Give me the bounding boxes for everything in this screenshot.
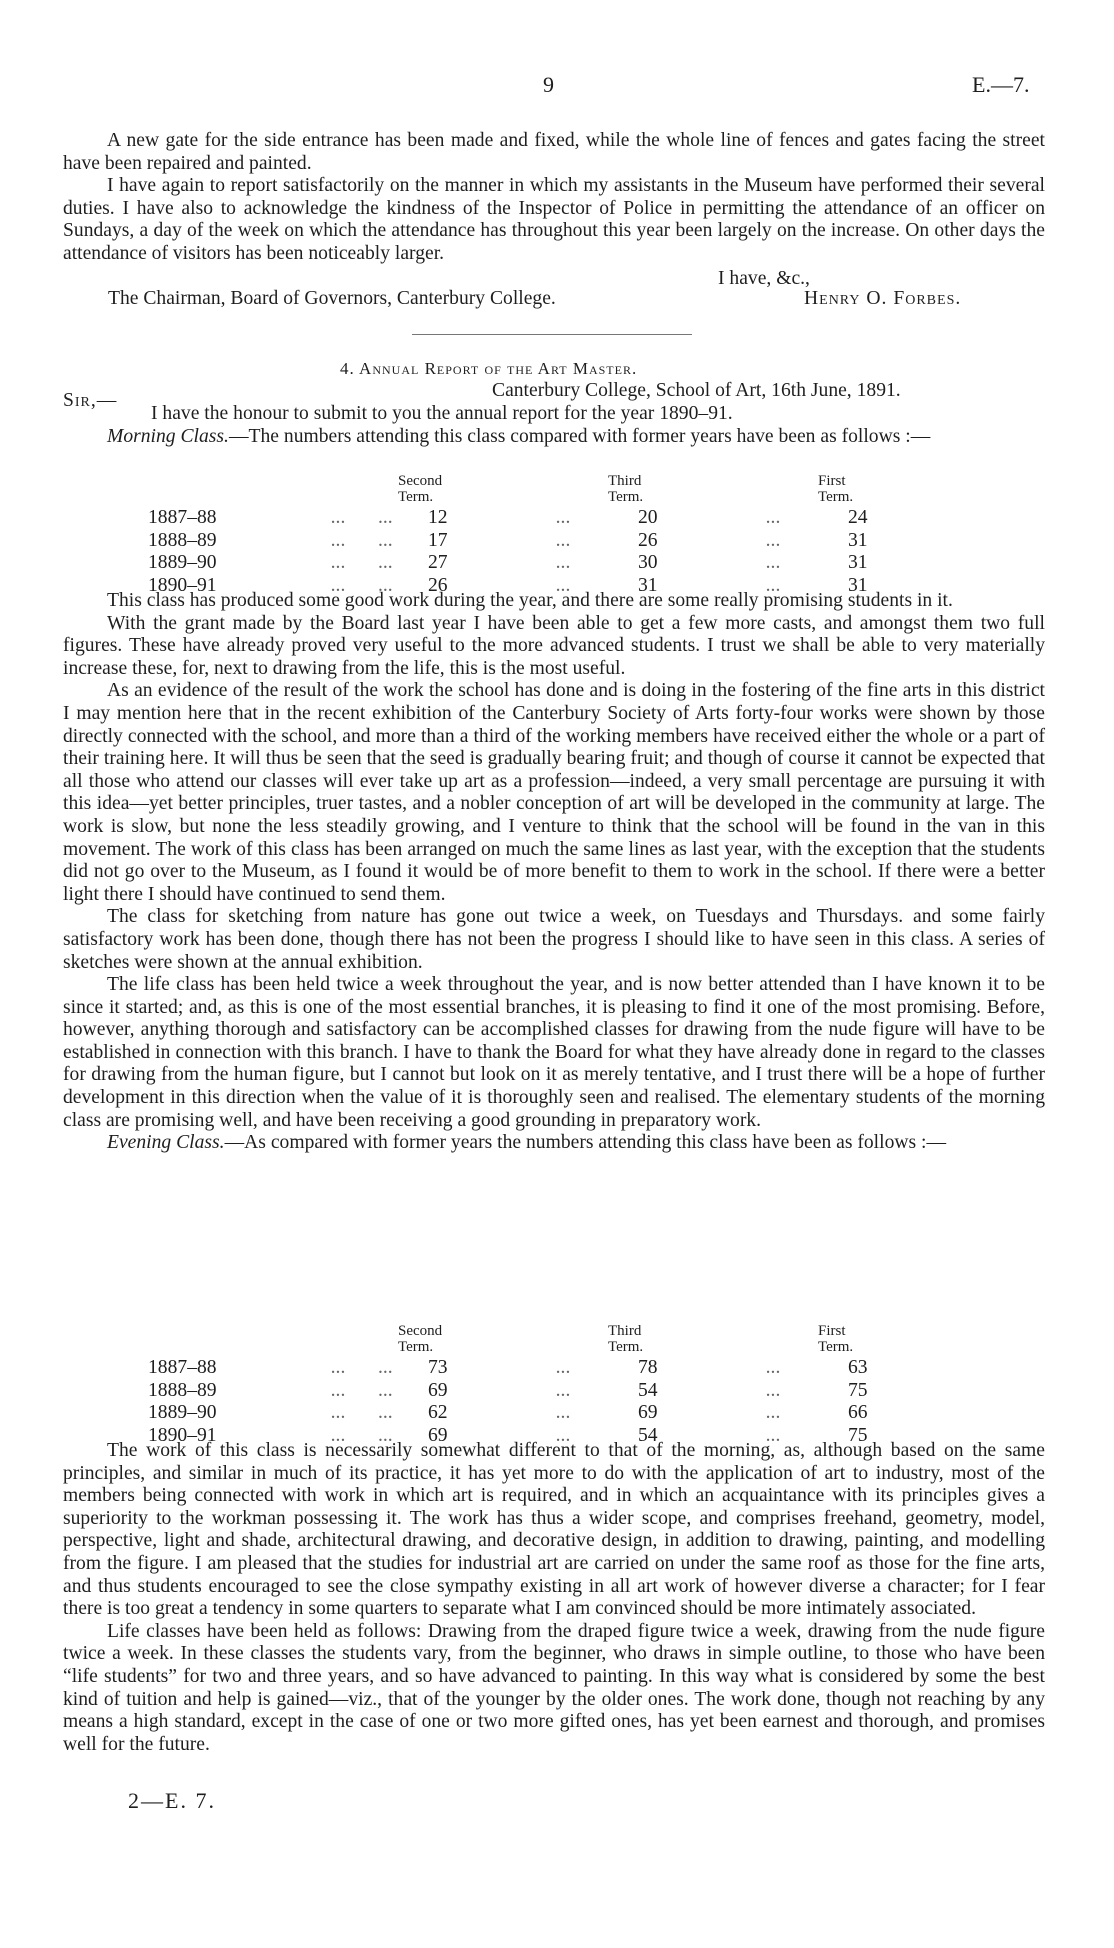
- leader-dots: ...: [330, 552, 346, 574]
- leader-dots: ...: [765, 1379, 781, 1401]
- para-gate: A new gate for the side entrance has been made and fixed, while the whole line of fences and gates facing the street have been repaired and painted.: [63, 130, 1045, 174]
- third-term-value: 69: [638, 1402, 658, 1424]
- year-cell: 1890–91: [148, 574, 217, 596]
- evening-class-discussion: [63, 1440, 1045, 1756]
- section-divider: [412, 334, 692, 338]
- third-term-value: 31: [638, 574, 658, 596]
- first-term-value: 75: [848, 1424, 868, 1446]
- para-morning-intro: [63, 426, 1045, 449]
- signature: Henry O. Forbes.: [804, 288, 962, 309]
- leader-dots: ...: [765, 1424, 781, 1446]
- leader-dots: ...: [378, 552, 393, 574]
- leader-dots: ...: [555, 574, 571, 596]
- evening-attendance-table: [148, 1323, 908, 1447]
- year-cell: 1887–88: [148, 507, 217, 528]
- printer-signature-mark: 2—E. 7.: [128, 1788, 216, 1813]
- morning-attendance-table: [148, 473, 908, 597]
- first-term-value: 75: [848, 1379, 868, 1401]
- year-cell: 1889–90: [148, 552, 217, 574]
- para-sketching: The class for sketching from nature has gone out twice a week, on Tuesdays and Thursdays. and some fairly satisfactory work has been done, though there has not been the progress I should like to have seen in this class. A series of sketches were shown at the annual exhibition.: [63, 906, 1045, 973]
- leader-dots: ...: [378, 1424, 393, 1446]
- first-term-value: 31: [848, 574, 868, 596]
- leader-dots: ...: [330, 1379, 346, 1401]
- second-term-value: 69: [428, 1379, 448, 1401]
- second-term-value: 73: [428, 1357, 448, 1378]
- third-term-value: 54: [638, 1379, 658, 1401]
- table-row: [148, 530, 908, 553]
- para-evidence: As an evidence of the result of the work the school has done and is doing in the fostering of the fine arts in this district I may mention here that in the recent exhibition of the Canterbury Society of Arts forty-four works were shown by those directly connected with the school, and more than a third of the working members have received either the whole or a part of their training here. It will thus be seen that the seed is gradually bearing fruit; and though of course it cannot be expected that all those who attend our classes will ever take up art as a profession—indeed, a very small percentage are pursuing it with this idea—yet better principles, truer tastes, and a nobler conception of art will be developed in the community at large. The work is slow, but none the less steadily growing, and I venture to think that the school will be found in the van in this movement. The work of this class has been arranged on much the same lines as last year, with the exception that the students did not go over to the Museum, as I found it would be of more benefit to them to work in the school. If there were a better light there I should have continued to send them.: [63, 680, 1045, 905]
- third-term-value: 54: [638, 1424, 658, 1446]
- header-third-term: Third Term.: [608, 473, 644, 505]
- table-row: [148, 1357, 908, 1380]
- report-code: E.—7.: [972, 72, 1030, 97]
- leader-dots: ...: [330, 1424, 346, 1446]
- header-second-term: Second Term.: [398, 473, 443, 505]
- second-term-value: 26: [428, 574, 448, 596]
- leader-dots: ...: [555, 529, 571, 551]
- evening-class-intro: —As compared with former years the numbers attending this class have been as follows :—: [224, 1132, 947, 1154]
- table-header-row: [148, 473, 908, 507]
- leader-dots: ...: [555, 1402, 571, 1424]
- leader-dots: ...: [378, 529, 393, 551]
- leader-dots: ...: [378, 574, 393, 596]
- leader-dots: ...: [765, 574, 781, 596]
- para-life-classes: Life classes have been held as follows: Drawing from the draped figure twice a week, drawing from the nude figure twice a week. In these classes the students vary, from the beginner, who draws in simple outline, to those who have been “life students” for two and three years, and so have advanced to painting. In this way what is considered by some the best kind of tuition and help is gained—viz., that of the younger by the older ones. The work done, though not reaching by any means a high standard, except in the case of one or two more gifted ones, has yet been earnest and thorough, and promises well for the future.: [63, 1620, 1045, 1755]
- header-first-term: First Term.: [818, 1323, 854, 1355]
- first-term-value: 31: [848, 552, 868, 574]
- leader-dots: ...: [378, 507, 393, 528]
- morning-class-discussion: [63, 590, 1045, 1155]
- morning-class-intro: —The numbers attending this class compared with former years have been as follows :—: [228, 425, 931, 447]
- leader-dots: ...: [378, 1379, 393, 1401]
- para-evening-work: The work of this class is necessarily somewhat different to that of the morning, as, although based on the same principles, and similar in much of its practice, it has yet more to do with the application of art to industry, most of the members being connected with work in which art is required, and in which an acquaintance with its principles gives a superiority to the workman possessing it. The work has thus a wider scope, and comprises freehand, geometry, model, perspective, light and shade, architectural drawing, and decorative design, in addition to drawing, painting, and modelling from the figure. I am pleased that the studies for industrial art are carried on under the same roof as those for the fine arts, and thus students encouraged to see the close sympathy existing in all art work of however diverse a character; for I fear there is too great a tendency in some quarters to separate what I am convinced should be more intimately associated.: [63, 1440, 1045, 1620]
- leader-dots: ...: [765, 552, 781, 574]
- para-evening-intro: [63, 1132, 1045, 1155]
- leader-dots: ...: [378, 1402, 393, 1424]
- year-cell: 1888–89: [148, 1379, 217, 1401]
- year-cell: 1888–89: [148, 529, 217, 551]
- leader-dots: ...: [378, 1357, 393, 1378]
- leader-dots: ...: [765, 507, 781, 528]
- third-term-value: 26: [638, 529, 658, 551]
- leader-dots: ...: [555, 507, 571, 528]
- table-row: [148, 1402, 908, 1425]
- para-life-class: The life class has been held twice a week throughout the year, and is now better attended than I have known it to be since it started; and, as this is one of the most essential branches, it is pleasing to find it one of the most promising. Before, however, anything thorough and satisfactory can be accomplished classes for drawing from the nude figure will have to be established in connection with this branch. I have to thank the Board for what they have already done in regard to the classes for drawing from the human figure, but I cannot but look on it as merely tentative, and I trust there will be a hope of further development in this direction when the value of it is thoroughly seen and realised. The elementary students of the morning class are promising well, and have been receiving a good grounding in preparatory work.: [63, 974, 1045, 1131]
- second-term-value: 69: [428, 1424, 448, 1446]
- first-term-value: 24: [848, 507, 868, 528]
- para-promising: This class has produced some good work during the year, and there are some really promising students in it.: [107, 590, 953, 611]
- museum-report-closing: [63, 130, 1045, 266]
- header-third-term: Third Term.: [608, 1323, 644, 1355]
- section-heading: 4. Annual Report of the Art Master.: [340, 359, 638, 378]
- sign-off: I have, &c.,: [718, 268, 810, 289]
- leader-dots: ...: [765, 1357, 781, 1378]
- second-term-value: 62: [428, 1402, 448, 1424]
- first-term-value: 63: [848, 1357, 868, 1378]
- para-intro: I have the honour to submit to you the annual report for the year 1890–91.: [151, 403, 733, 424]
- first-term-value: 31: [848, 529, 868, 551]
- third-term-value: 78: [638, 1357, 658, 1378]
- intro-block: [63, 403, 1045, 448]
- header-second-term: Second Term.: [398, 1323, 443, 1355]
- year-cell: 1890–91: [148, 1424, 217, 1446]
- para-assistants: I have again to report satisfactorily on the manner in which my assistants in the Museum have performed their several duties. I have also to acknowledge the kindness of the Inspector of Police in permitting the attendance of an officer on Sundays, a day of the week on which the attendance has throughout this year been largely on the increase. On other days the attendance of visitors has been noticeably larger.: [63, 175, 1045, 264]
- table-header-row: [148, 1323, 908, 1357]
- para-grant: With the grant made by the Board last year I have been able to get a few more casts, and amongst them two full figures. These have already proved very useful to the more advanced students. I trust we shall be able to very materially increase these, for, next to drawing from the life, this is the most useful.: [63, 612, 1045, 679]
- table-row: [148, 507, 908, 530]
- leader-dots: ...: [330, 1402, 346, 1424]
- second-term-value: 12: [428, 507, 448, 528]
- header-first-term: First Term.: [818, 473, 854, 505]
- leader-dots: ...: [330, 574, 346, 596]
- leader-dots: ...: [555, 1357, 571, 1378]
- leader-dots: ...: [330, 507, 346, 528]
- page-number: 9: [543, 72, 554, 97]
- location-date: Canterbury College, School of Art, 16th June, 1891.: [492, 380, 901, 401]
- leader-dots: ...: [555, 1424, 571, 1446]
- table-row: [148, 1380, 908, 1403]
- addressee: The Chairman, Board of Governors, Canterbury College.: [108, 288, 556, 309]
- year-cell: 1889–90: [148, 1402, 217, 1424]
- leader-dots: ...: [555, 552, 571, 574]
- salutation: Sir,—: [63, 390, 118, 411]
- first-term-value: 66: [848, 1402, 868, 1424]
- second-term-value: 27: [428, 552, 448, 574]
- third-term-value: 20: [638, 507, 658, 528]
- morning-class-label: Morning Class.: [107, 425, 229, 447]
- leader-dots: ...: [555, 1379, 571, 1401]
- table-row: [148, 552, 908, 575]
- year-cell: 1887–88: [148, 1357, 217, 1378]
- second-term-value: 17: [428, 529, 448, 551]
- leader-dots: ...: [330, 529, 346, 551]
- leader-dots: ...: [765, 1402, 781, 1424]
- leader-dots: ...: [765, 529, 781, 551]
- third-term-value: 30: [638, 552, 658, 574]
- evening-class-label: Evening Class.: [107, 1132, 225, 1154]
- leader-dots: ...: [330, 1357, 346, 1378]
